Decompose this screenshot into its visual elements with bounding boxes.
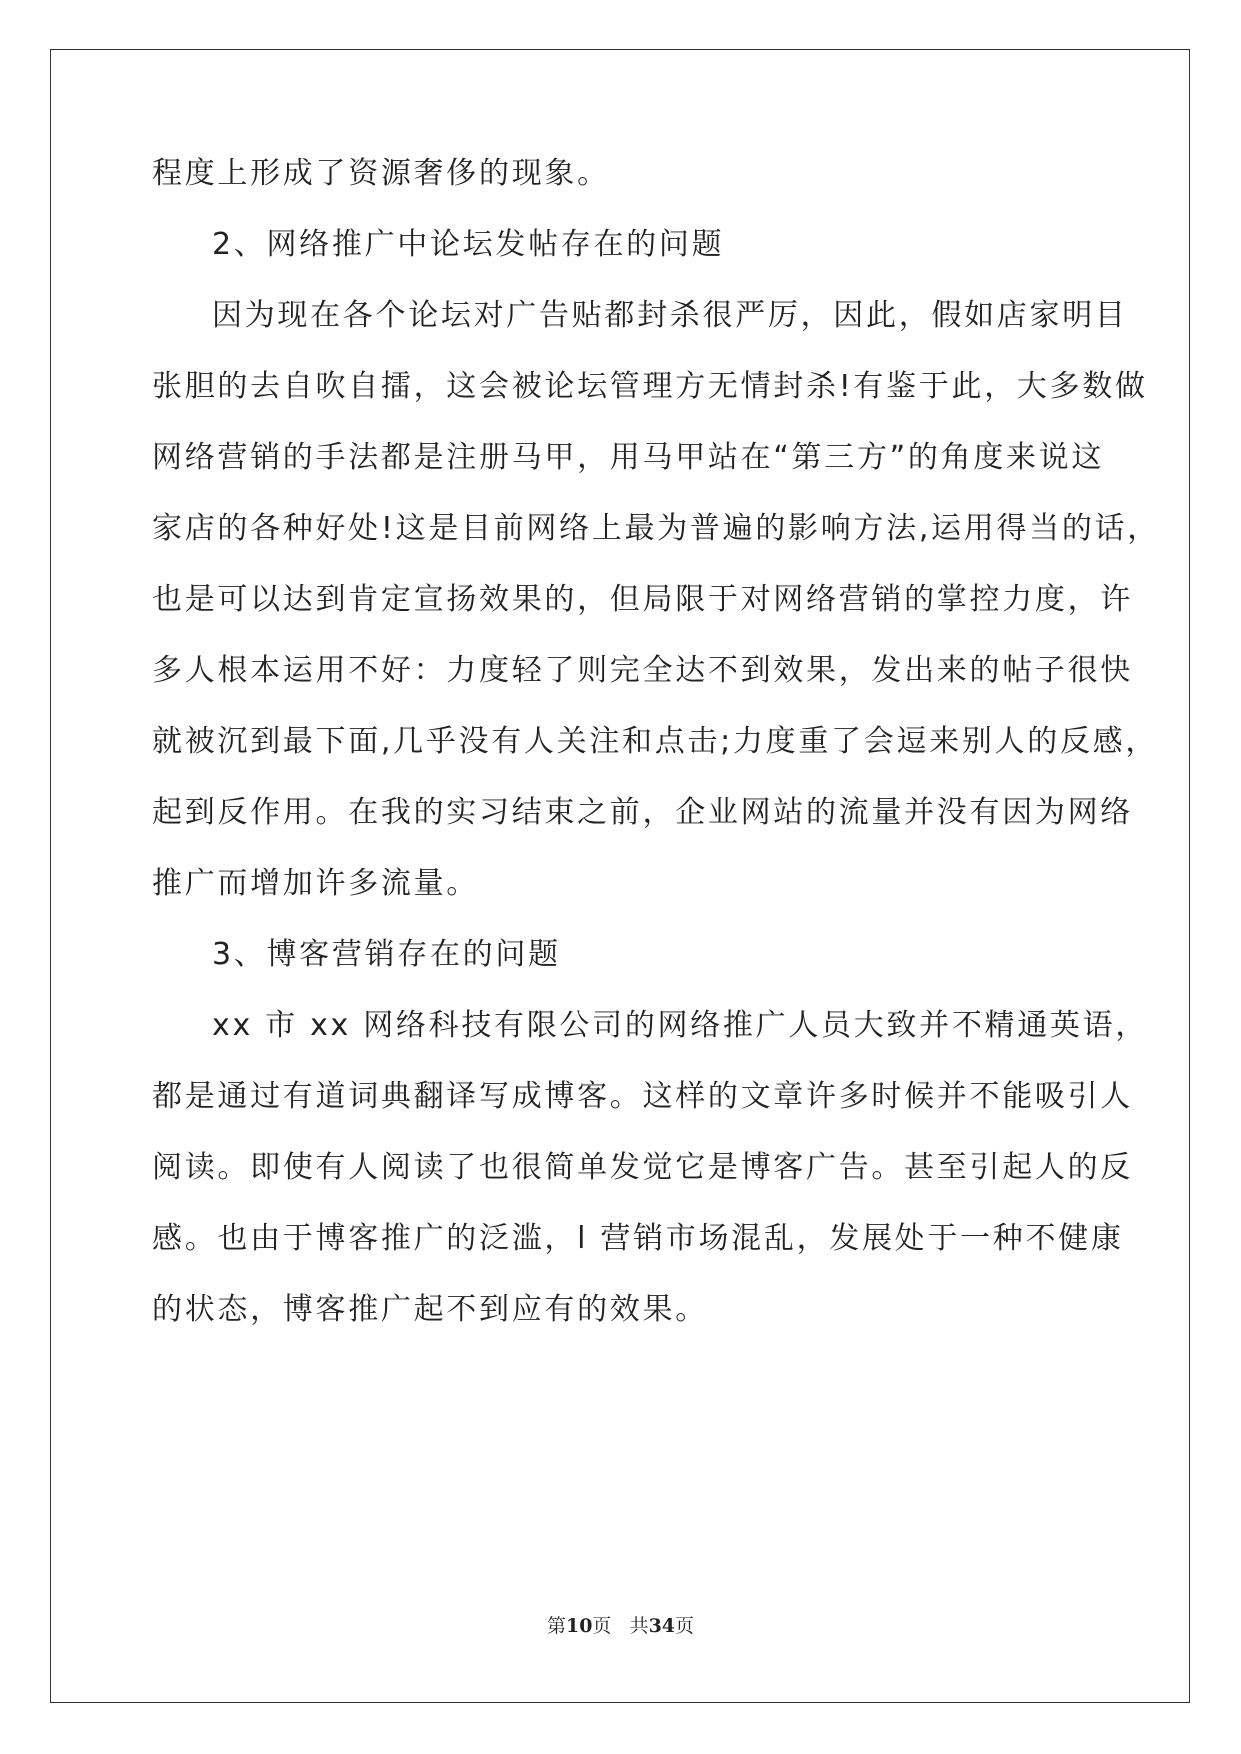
paragraph-line: 起到反作用。在我的实习结束之前，企业网站的流量并没有因为网络 [152, 795, 1133, 830]
paragraph-line: 网络营销的手法都是注册马甲，用马甲站在“第三方”的角度来说这 [152, 440, 1105, 475]
total-prefix: 共 [629, 1615, 649, 1637]
section-heading-3: 3、博客营销存在的问题 [212, 937, 561, 972]
paragraph-line: 家店的各种好处!这是目前网络上最为普遍的影响方法,运用得当的话， [152, 511, 1160, 546]
paragraph-line: 就被沉到最下面,几乎没有人关注和点击;力度重了会逗来别人的反感， [152, 724, 1159, 759]
paragraph-line: xx 市 xx 网络科技有限公司的网络推广人员大致并不精通英语， [212, 1008, 1149, 1043]
text-line-1: 程度上形成了资源奢侈的现象。 [152, 156, 610, 191]
page-suffix: 页 [592, 1615, 612, 1637]
page-footer [0, 1614, 1241, 1638]
paragraph-line: 推广而增加许多流量。 [152, 866, 479, 901]
section-heading-2: 2、网络推广中论坛发帖存在的问题 [212, 227, 725, 262]
paragraph-line: 因为现在各个论坛对广告贴都封杀很严厉，因此，假如店家明目 [212, 298, 1128, 333]
paragraph-line: 张胆的去自吹自擂，这会被论坛管理方无情封杀!有鉴于此，大多数做 [152, 369, 1148, 404]
paragraph-line: 感。也由于博客推广的泛滥，l 营销市场混乱，发展处于一种不健康 [152, 1221, 1124, 1256]
paragraph-line: 阅读。即使有人阅读了也很简单发觉它是博客广告。甚至引起人的反 [152, 1150, 1133, 1185]
paragraph-line: 都是通过有道词典翻译写成博客。这样的文章许多时候并不能吸引人 [152, 1079, 1133, 1114]
paragraph-line: 也是可以达到肯定宣扬效果的，但局限于对网络营销的掌控力度，许 [152, 582, 1133, 617]
paragraph-line: 多人根本运用不好：力度轻了则完全达不到效果，发出来的帖子很快 [152, 653, 1133, 688]
total-suffix: 页 [675, 1615, 695, 1637]
page-current: 10 [565, 1615, 593, 1637]
page-prefix: 第 [546, 1615, 566, 1637]
paragraph-line: 的状态，博客推广起不到应有的效果。 [152, 1292, 708, 1327]
page-total: 34 [648, 1615, 676, 1637]
